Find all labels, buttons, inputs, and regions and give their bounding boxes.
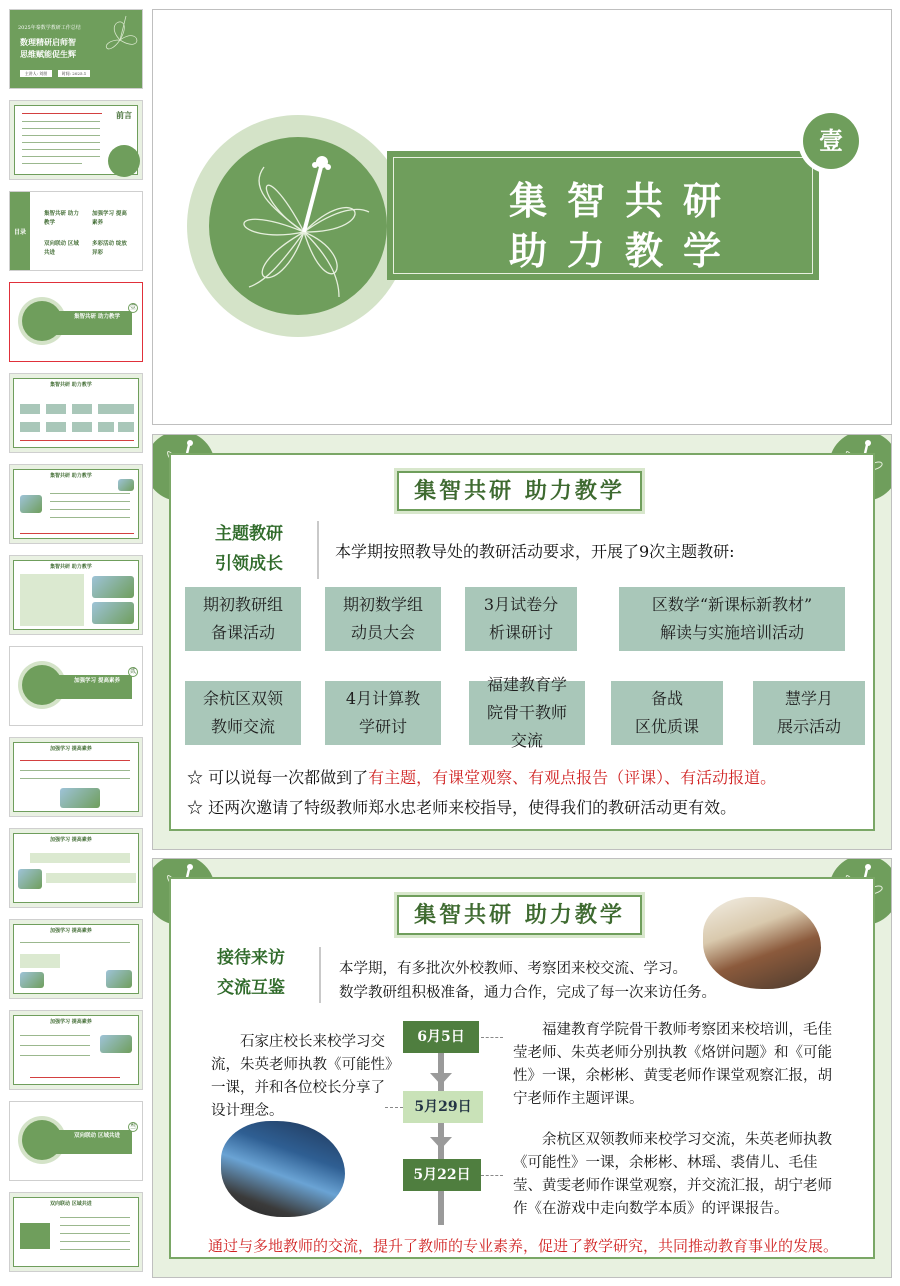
slide-thumbnail-4[interactable] <box>9 282 143 362</box>
thumb-badge: 壹 <box>129 304 136 311</box>
thumb-text-line <box>20 942 130 943</box>
thumb-title: 加强学习 提高素养 <box>50 746 92 752</box>
slide-title: 集智共研 助力教学 <box>397 471 642 511</box>
thumb-flower-circle <box>22 665 62 705</box>
slide-visitor-exchange[interactable] <box>152 858 892 1278</box>
thumb-card <box>72 422 92 432</box>
thumb-photo <box>20 972 44 988</box>
slide-thumbnail-11[interactable] <box>9 919 143 999</box>
thumb-text-line <box>50 509 130 510</box>
thumb-text-line <box>60 1249 130 1250</box>
thumb-red-line <box>22 113 102 114</box>
activity-card <box>753 679 865 745</box>
slide-thumbnail-2[interactable] <box>9 100 143 180</box>
slide-thumbnail-7[interactable] <box>9 555 143 635</box>
activity-card-label: 4月计算教 学研讨 <box>345 689 421 736</box>
thumb-flower-circle <box>22 1120 62 1160</box>
thumb-card <box>46 422 66 432</box>
thumb-title: 双向联动 区域共进 <box>50 1201 92 1207</box>
thumb-text-line <box>60 1225 130 1226</box>
section-number-badge: 壹 <box>803 113 859 169</box>
side-label-line1: 接待来访 <box>217 948 285 968</box>
flower-icon <box>96 10 143 70</box>
thumb-red-line <box>20 760 130 761</box>
thumb-meta-left: 主讲人: 刘朋 <box>20 70 52 77</box>
thumb-heading: 前言 <box>116 110 132 120</box>
section-title-line1: 集智共研 <box>508 178 741 223</box>
thumb-photo <box>106 970 132 988</box>
slide-thumbnail-13[interactable] <box>9 1101 143 1181</box>
thumb-text-line <box>20 1035 90 1036</box>
timeline-arrow <box>430 1073 452 1085</box>
thumb-card <box>118 422 134 432</box>
timeline-arrow <box>430 1137 452 1149</box>
thumb-badge: 叁 <box>129 1123 136 1130</box>
thumb-text-line <box>60 1217 130 1218</box>
timeline-date-may22: 5月22日 <box>403 1159 481 1191</box>
thumb-photo <box>118 479 134 491</box>
thumb-title: 集智共研 助力教学 <box>50 473 92 479</box>
thumb-toc-item: 集智共研 助力教学 <box>44 211 79 226</box>
thumb-card <box>98 404 134 414</box>
activity-card <box>619 585 845 651</box>
thumb-text-line <box>60 1233 130 1234</box>
timeline-date-may29: 5月29日 <box>403 1091 483 1123</box>
thumb-title: 双向联动 区域共进 <box>74 1133 120 1139</box>
side-label-line2: 引领成长 <box>215 554 283 574</box>
thumb-text-line <box>50 517 130 518</box>
thumb-title: 加强学习 提高素养 <box>50 837 92 843</box>
thumb-text-line <box>22 128 100 129</box>
thumb-meta-right: 时间: 2025.1 <box>58 70 90 77</box>
thumb-title: 加强学习 提高素养 <box>50 1019 92 1025</box>
activity-card <box>325 679 441 745</box>
thumb-title: 集智共研 助力教学 <box>74 314 120 320</box>
thumb-text-line <box>22 142 100 143</box>
thumb-toc-item: 加强学习 提高素养 <box>92 211 127 226</box>
thumb-card <box>20 404 40 414</box>
thumb-card <box>20 954 60 968</box>
summary-note-1 <box>187 765 776 788</box>
intro-line1: 本学期，有多批次外校教师、考察团来校交流、学习。 <box>339 961 687 977</box>
thumb-photo <box>20 495 42 513</box>
side-label-line1: 主题教研 <box>215 524 283 544</box>
thumb-text-line <box>22 149 100 150</box>
thumb-card <box>20 422 40 432</box>
slide-thumbnail-9[interactable] <box>9 737 143 817</box>
summary-footer: 通过与多地教师的交流，提升了教师的专业素养，促进了教学研究，共同推动教育事业的发展。 <box>207 1237 838 1255</box>
slide-section-cover[interactable] <box>152 9 892 425</box>
thumb-text-line <box>60 1241 130 1242</box>
thumb-heading: 目录 <box>14 229 27 236</box>
activity-card-label: 区数学“新课标新教材” 解读与实施培训活动 <box>651 595 813 642</box>
divider-line <box>319 947 321 1003</box>
activity-card-label: 3月试卷分 析课研讨 <box>483 595 559 642</box>
intro-line2: 数学教研组积极准备，通力合作，完成了每一次来访任务。 <box>339 985 716 1001</box>
thumb-title: 加强学习 提高素养 <box>50 928 92 934</box>
thumb-card <box>30 853 130 863</box>
thumb-text-panel <box>20 574 84 626</box>
fujian-visit-text: 福建教育学院骨干教师考察团来校培训，毛佳莹老师、朱英老师分别执教《烙饼问题》和《可能性》一课，余彬彬、黄雯老师作课堂观察汇报，胡宁老师作主题评课。 <box>513 1022 832 1107</box>
activity-card-label: 余杭区双领 教师交流 <box>202 689 283 736</box>
thumb-title: 加强学习 提高素养 <box>74 678 120 684</box>
timeline-axis <box>438 1035 444 1225</box>
thumb-card <box>46 873 136 883</box>
thumb-text-line <box>50 493 130 494</box>
thumb-card <box>98 422 114 432</box>
slide-thumbnail-10[interactable] <box>9 828 143 908</box>
thumb-subtitle: 2025年秦数学教研工作总结 <box>18 25 81 31</box>
shijiazhuang-visit-text: 石家庄校长来校学习交流，朱英老师执教《可能性》一课，并和各位校长分享了设计理念。 <box>211 1034 393 1119</box>
summary-note-1-highlight: 有主题，有课堂观察、有观点报告（评课）、有活动报道。 <box>368 768 777 787</box>
timeline-date-june5: 6月5日 <box>403 1021 479 1053</box>
thumb-badge: 贰 <box>129 668 136 675</box>
thumb-title: 集智共研 助力教学 <box>50 382 92 388</box>
activity-card <box>185 585 301 651</box>
thumb-card <box>72 404 92 414</box>
thumb-flower-circle <box>108 145 140 177</box>
slide-thumbnail-5[interactable] <box>9 373 143 453</box>
thumb-title-line1: 数理精研启师智 <box>20 37 76 47</box>
thumb-red-line <box>20 533 134 534</box>
thumb-label-box <box>20 1223 50 1249</box>
intro-text: 本学期按照教导处的教研活动要求，开展了9次主题教研: <box>335 542 735 561</box>
thumb-text-line <box>20 778 130 779</box>
thumb-text-line <box>20 1055 90 1056</box>
slide-thumbnail-8[interactable] <box>9 646 143 726</box>
slide-thumbnail-6[interactable] <box>9 464 143 544</box>
activity-card <box>611 679 723 745</box>
section-title-line2: 助力教学 <box>508 228 741 273</box>
yuhang-visit-text: 余杭区双领教师来校学习交流，朱英老师执教《可能性》一课，余彬彬、林瑶、裘倩儿、毛佳莹、黄雯老师作课堂观察，并交流汇报，胡宁老师作《在游戏中走向数学本质》的评课报告。 <box>513 1132 832 1217</box>
thumb-red-line <box>30 1077 120 1078</box>
thumb-text-line <box>22 156 100 157</box>
thumb-title: 集智共研 助力教学 <box>50 564 92 570</box>
thumb-photo <box>100 1035 132 1053</box>
thumb-photo <box>60 788 100 808</box>
thumb-flower-circle <box>22 301 62 341</box>
connector-dash <box>481 1037 503 1038</box>
thumb-text-line <box>22 135 100 136</box>
connector-dash <box>385 1107 403 1108</box>
activity-card-label: 备战 区优质课 <box>634 689 699 736</box>
thumb-text-line <box>22 163 82 164</box>
slide-thumbnail-3[interactable] <box>9 191 143 271</box>
thumb-text-line <box>20 770 130 771</box>
activity-card <box>469 675 585 750</box>
slide-thumbnail-12[interactable] <box>9 1010 143 1090</box>
activity-card <box>325 585 441 651</box>
activity-card-label: 期初教研组 备课活动 <box>202 595 283 642</box>
connector-dash <box>481 1175 503 1176</box>
summary-note-2: ☆ 还两次邀请了特级教师郑水忠老师来校指导，使得我们的教研活动更有效。 <box>187 798 737 817</box>
activity-card <box>185 679 301 745</box>
thumb-red-line <box>20 440 134 441</box>
slide-title: 集智共研 助力教学 <box>397 895 642 935</box>
flower-circle <box>209 137 387 315</box>
thumb-text-line <box>50 501 130 502</box>
thumb-photo <box>92 602 134 624</box>
thumb-text-line <box>20 1045 90 1046</box>
divider-line <box>317 521 319 579</box>
thumb-photo <box>92 576 134 598</box>
slide-theme-research[interactable] <box>152 434 892 850</box>
activity-card-label: 慧学月 展示活动 <box>776 689 841 736</box>
flower-icon <box>209 137 387 315</box>
thumb-photo <box>18 869 42 889</box>
activity-card-label: 期初数学组 动员大会 <box>342 595 423 642</box>
summary-note-1-prefix: ☆ 可以说每一次都做到了 <box>187 768 369 787</box>
side-label-line2: 交流互鉴 <box>217 978 285 998</box>
activity-card-label: 福建教育学 院骨干教师 交流 <box>486 675 567 750</box>
activity-card <box>465 585 577 651</box>
thumb-title-line2: 思维赋能促生辉 <box>20 49 76 59</box>
thumb-text-line <box>22 121 100 122</box>
thumb-toc-item: 多彩活动 绽放异彩 <box>92 241 127 256</box>
slide-thumbnail-1[interactable] <box>9 9 143 89</box>
thumb-card <box>46 404 66 414</box>
thumb-toc-item: 双向联动 区域共进 <box>44 241 79 256</box>
slide-thumbnail-14[interactable] <box>9 1192 143 1272</box>
